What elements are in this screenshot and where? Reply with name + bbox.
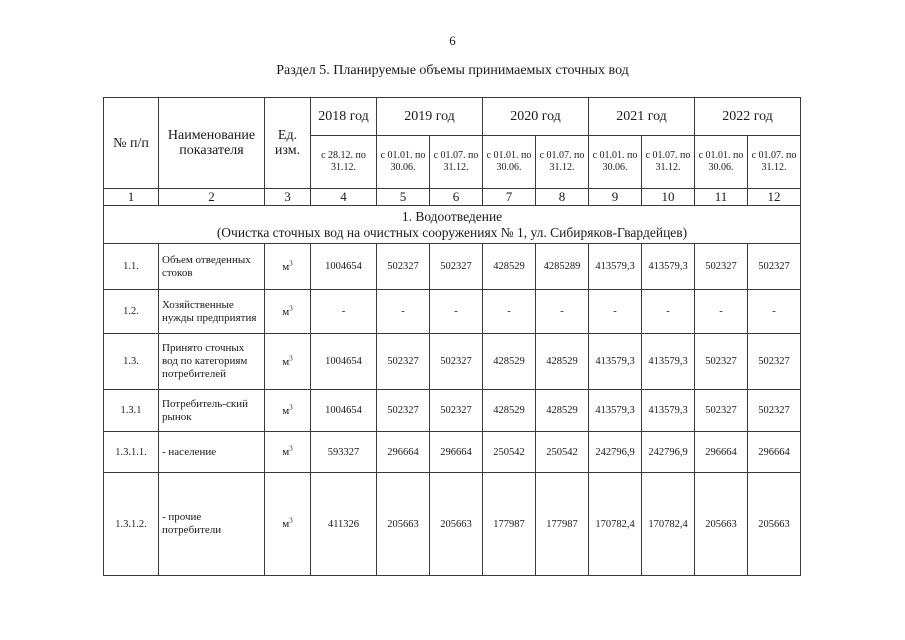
value-cell: 1004654 — [311, 334, 377, 390]
value-cell: 170782,4 — [589, 473, 642, 576]
period-cell: с 01.07. по 31.12. — [642, 136, 695, 189]
row-number: 1.1. — [104, 244, 159, 290]
value-cell: - — [377, 290, 430, 334]
section-heading — [104, 206, 801, 244]
row-unit — [265, 432, 311, 473]
value-cell: 250542 — [536, 432, 589, 473]
value-cell: 1004654 — [311, 244, 377, 290]
table-row — [104, 244, 801, 290]
table-row — [104, 334, 801, 390]
value-cell: 428529 — [483, 334, 536, 390]
unit-base: м — [282, 355, 290, 368]
value-cell: 205663 — [748, 473, 801, 576]
period-cell: с 28.12. по 31.12. — [311, 136, 377, 189]
value-cell: - — [430, 290, 483, 334]
value-cell: 413579,3 — [642, 390, 695, 432]
column-number: 2 — [159, 189, 265, 206]
wastewater-table — [103, 97, 801, 576]
period-cell: с 01.07. по 31.12. — [748, 136, 801, 189]
unit-exponent: 3 — [289, 516, 293, 525]
unit-exponent: 3 — [289, 444, 293, 453]
value-cell: 593327 — [311, 432, 377, 473]
row-number: 1.3.1.1. — [104, 432, 159, 473]
value-cell: 428529 — [483, 244, 536, 290]
value-cell: 205663 — [695, 473, 748, 576]
unit-exponent: 3 — [289, 258, 293, 267]
column-number: 3 — [265, 189, 311, 206]
row-indicator-name: Потребитель-ский рынок — [159, 390, 265, 432]
unit-base: м — [282, 305, 290, 318]
column-number: 12 — [748, 189, 801, 206]
unit-exponent: 3 — [289, 402, 293, 411]
period-cell: с 01.01. по 30.06. — [695, 136, 748, 189]
page-number: 6 — [449, 33, 456, 48]
value-cell: - — [311, 290, 377, 334]
value-cell: 502327 — [695, 390, 748, 432]
value-cell: 502327 — [695, 244, 748, 290]
header-name: Наименование показателя — [159, 98, 265, 189]
value-cell: 502327 — [377, 244, 430, 290]
unit-base: м — [282, 446, 290, 458]
value-cell: 296664 — [430, 432, 483, 473]
value-cell: 242796,9 — [589, 432, 642, 473]
value-cell: 502327 — [748, 244, 801, 290]
value-cell: 1004654 — [311, 390, 377, 432]
value-cell: 428529 — [483, 390, 536, 432]
period-cell: с 01.07. по 31.12. — [430, 136, 483, 189]
header-year-2018: 2018 год — [311, 98, 377, 136]
table-row — [104, 432, 801, 473]
value-cell: 170782,4 — [642, 473, 695, 576]
column-number: 9 — [589, 189, 642, 206]
row-unit — [265, 244, 311, 290]
value-cell: 502327 — [695, 334, 748, 390]
value-cell: - — [748, 290, 801, 334]
period-cell: с 01.01. по 30.06. — [377, 136, 430, 189]
value-cell: 177987 — [483, 473, 536, 576]
row-indicator-name: - население — [159, 432, 265, 473]
column-number: 6 — [430, 189, 483, 206]
unit-base: м — [282, 518, 290, 530]
value-cell: 413579,3 — [589, 334, 642, 390]
unit-base: м — [282, 260, 290, 273]
value-cell: 242796,9 — [642, 432, 695, 473]
value-cell: 413579,3 — [589, 390, 642, 432]
value-cell: 250542 — [483, 432, 536, 473]
column-number: 10 — [642, 189, 695, 206]
value-cell: 411326 — [311, 473, 377, 576]
unit-base: м — [282, 404, 290, 417]
value-cell: 413579,3 — [642, 334, 695, 390]
header-unit: Ед. изм. — [265, 98, 311, 189]
row-number: 1.2. — [104, 290, 159, 334]
value-cell: 177987 — [536, 473, 589, 576]
unit-exponent: 3 — [289, 353, 293, 362]
row-number: 1.3.1 — [104, 390, 159, 432]
value-cell: 428529 — [536, 390, 589, 432]
row-number: 1.3. — [104, 334, 159, 390]
value-cell: 296664 — [377, 432, 430, 473]
table-row — [104, 473, 801, 576]
value-cell: 502327 — [430, 244, 483, 290]
row-unit — [265, 473, 311, 576]
value-cell: 205663 — [377, 473, 430, 576]
header-year-2022: 2022 год — [695, 98, 801, 136]
value-cell: 502327 — [748, 334, 801, 390]
period-cell: с 01.01. по 30.06. — [483, 136, 536, 189]
value-cell: 413579,3 — [642, 244, 695, 290]
row-indicator-name: Объем отведенных стоков — [159, 244, 265, 290]
value-cell: 4285289 — [536, 244, 589, 290]
row-unit — [265, 390, 311, 432]
column-number: 8 — [536, 189, 589, 206]
value-cell: 502327 — [377, 334, 430, 390]
value-cell: - — [695, 290, 748, 334]
header-year-2021: 2021 год — [589, 98, 695, 136]
row-number: 1.3.1.2. — [104, 473, 159, 576]
value-cell: 502327 — [430, 390, 483, 432]
section-heading-line2: (Очистка сточных вод на очистных сооружениях № 1, ул. Сибиряков-Гвардейцев) — [216, 224, 688, 240]
section-title: Раздел 5. Планируемые объемы принимаемых сточных вод — [276, 63, 629, 78]
value-cell: 502327 — [377, 390, 430, 432]
value-cell: 296664 — [695, 432, 748, 473]
value-cell: 428529 — [536, 334, 589, 390]
section-heading-line1: 1. Водоотведение — [401, 208, 503, 224]
value-cell: 502327 — [748, 390, 801, 432]
column-number: 7 — [483, 189, 536, 206]
table-row — [104, 290, 801, 334]
value-cell: - — [642, 290, 695, 334]
value-cell: - — [536, 290, 589, 334]
unit-exponent: 3 — [289, 303, 293, 312]
header-num: № п/п — [104, 98, 159, 189]
period-cell: с 01.07. по 31.12. — [536, 136, 589, 189]
row-indicator-name: Принято сточных вод по категориям потребителей — [159, 334, 265, 390]
column-number: 11 — [695, 189, 748, 206]
column-number: 4 — [311, 189, 377, 206]
table-row — [104, 390, 801, 432]
row-unit — [265, 334, 311, 390]
header-year-2020: 2020 год — [483, 98, 589, 136]
row-indicator-name: - прочие потребители — [159, 473, 265, 576]
value-cell: - — [589, 290, 642, 334]
row-unit — [265, 290, 311, 334]
column-number: 1 — [104, 189, 159, 206]
value-cell: - — [483, 290, 536, 334]
row-indicator-name: Хозяйственные нужды предприятия — [159, 290, 265, 334]
value-cell: 205663 — [430, 473, 483, 576]
value-cell: 502327 — [430, 334, 483, 390]
value-cell: 413579,3 — [589, 244, 642, 290]
header-year-2019: 2019 год — [377, 98, 483, 136]
value-cell: 296664 — [748, 432, 801, 473]
column-number: 5 — [377, 189, 430, 206]
period-cell: с 01.01. по 30.06. — [589, 136, 642, 189]
